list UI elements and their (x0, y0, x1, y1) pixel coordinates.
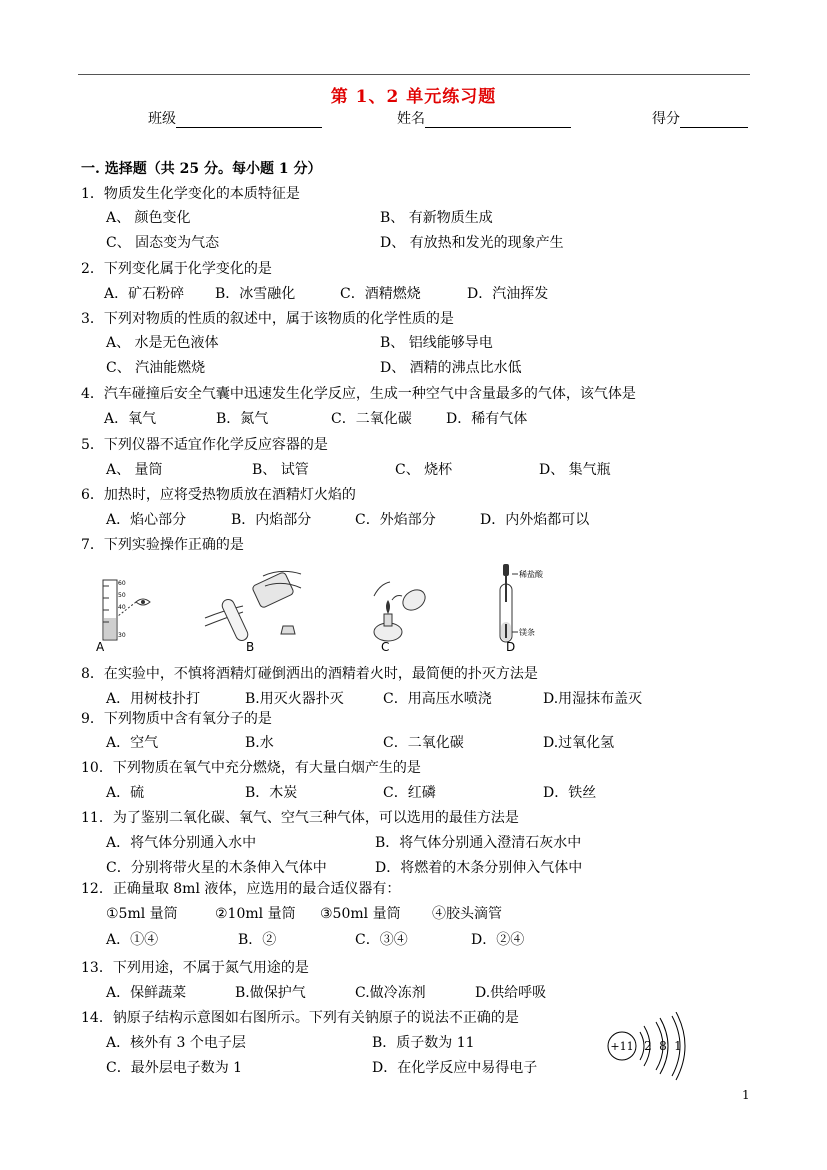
shell-electrons: 8 (659, 1039, 667, 1053)
option: A．核外有 3 个电子层 (106, 1035, 246, 1051)
option: C.做冷冻剂 (355, 985, 426, 1001)
shell-electrons: 1 (674, 1039, 682, 1053)
figure-label: C (381, 640, 390, 654)
name-label: 姓名 (397, 111, 425, 127)
figure-d-dropper (492, 562, 572, 648)
page-number: 1 (742, 1088, 750, 1102)
option: D．稀有气体 (446, 411, 528, 427)
option: A．①④ (106, 932, 159, 948)
option: B、 试管 (252, 462, 309, 478)
option: B．木炭 (245, 785, 298, 801)
option: A．矿石粉碎 (104, 286, 185, 302)
question-stem: 13．下列用途，不属于氮气用途的是 (81, 960, 309, 976)
scale-label: 60 (118, 580, 126, 587)
header-rule (78, 74, 750, 75)
metal-label: 镁条 (519, 628, 535, 637)
option: B．内焰部分 (231, 512, 312, 528)
option: D．内外焰都可以 (480, 512, 590, 528)
option: D．汽油挥发 (467, 286, 549, 302)
option: A．将气体分别通入水中 (106, 835, 257, 851)
sodium-atom-diagram (600, 1012, 692, 1082)
question-stem: 3．下列对物质的性质的叙述中，属于该物质的化学性质的是 (81, 311, 454, 327)
option: B．质子数为 11 (372, 1035, 475, 1051)
option: B.水 (245, 735, 274, 751)
option: C．红磷 (383, 785, 436, 801)
option: D．将燃着的木条分别伸入气体中 (375, 860, 583, 876)
question-stem: 11．为了鉴别二氧化碳、氧气、空气三种气体，可以选用的最佳方法是 (81, 810, 519, 826)
option: C．外焰部分 (355, 512, 436, 528)
option: D.过氧化氢 (543, 735, 615, 751)
question-stem: 1．物质发生化学变化的本质特征是 (81, 186, 300, 202)
option: C．酒精燃烧 (340, 286, 421, 302)
question-stem: 12．正确量取 8ml 液体，应选用的最合适仪器有： (81, 881, 401, 897)
figure-label: D (506, 640, 516, 654)
option: D、 有放热和发光的现象产生 (380, 235, 564, 251)
option: A．用树枝扑打 (106, 691, 201, 707)
scale-label: 40 (118, 604, 126, 611)
question-stem: 10．下列物质在氧气中充分燃烧，有大量白烟产生的是 (81, 760, 421, 776)
option: B、 铝线能够导电 (380, 335, 493, 351)
option: C、 固态变为气态 (106, 235, 220, 251)
option: A．焰心部分 (106, 512, 187, 528)
option: D.用湿抹布盖灭 (543, 691, 643, 707)
figure-a-cylinder (96, 576, 156, 646)
shell-electrons: 2 (644, 1039, 652, 1053)
name-field (397, 108, 571, 128)
option: D、 酒精的沸点比水低 (380, 360, 522, 376)
option: B.用灭火器扑灭 (245, 691, 344, 707)
option: D．②④ (471, 932, 525, 948)
option: B.做保护气 (235, 985, 306, 1001)
name-blank[interactable] (425, 111, 571, 128)
item: ①5ml 量筒 (106, 906, 178, 922)
page-title: 第 1、2 单元练习题 (330, 87, 497, 107)
figure-label: A (96, 640, 105, 654)
question-stem: 7．下列实验操作正确的是 (81, 537, 244, 553)
option: A、 水是无色液体 (106, 335, 219, 351)
question-stem: 4．汽车碰撞后安全气囊中迅速发生化学反应，生成一种空气中含量最多的气体，该气体是 (81, 386, 636, 402)
question-stem: 6．加热时，应将受热物质放在酒精灯火焰的 (81, 487, 356, 503)
option: C．用高压水喷浇 (383, 691, 492, 707)
item: ②10ml 量筒 (215, 906, 296, 922)
option: C．最外层电子数为 1 (106, 1060, 243, 1076)
scale-label: 50 (118, 592, 126, 599)
option: B．② (238, 932, 277, 948)
option: D、 集气瓶 (539, 462, 611, 478)
option: C、 汽油能燃烧 (106, 360, 206, 376)
option: A、 量筒 (106, 462, 163, 478)
option: C．二氧化碳 (331, 411, 412, 427)
option: C．③④ (355, 932, 408, 948)
option: A．氧气 (104, 411, 157, 427)
question-stem: 14．钠原子结构示意图如右图所示。下列有关钠原子的说法不正确的是 (81, 1010, 519, 1026)
question-stem: 2．下列变化属于化学变化的是 (81, 261, 272, 277)
option: C．分别将带火星的木条伸入气体中 (106, 860, 327, 876)
acid-label: 稀盐酸 (519, 570, 543, 579)
nucleus-charge: +11 (610, 1040, 634, 1053)
score-blank[interactable] (680, 111, 748, 128)
figure-c-alcohol-lamp (364, 576, 429, 646)
section-heading: 一. 选择题（共 25 分。每小题 1 分） (81, 161, 322, 177)
option: D.供给呼吸 (475, 985, 547, 1001)
figure-b-pouring (203, 568, 308, 646)
question-stem: 9．下列物质中含有氧分子的是 (81, 711, 272, 727)
option: A．空气 (106, 735, 159, 751)
option: D．铁丝 (543, 785, 597, 801)
option: D．在化学反应中易得电子 (372, 1060, 538, 1076)
class-blank[interactable] (176, 111, 322, 128)
option: C．二氧化碳 (383, 735, 464, 751)
figure-label: B (246, 640, 255, 654)
option: B．将气体分别通入澄清石灰水中 (375, 835, 582, 851)
item: ③50ml 量筒 (320, 906, 401, 922)
option: A．保鲜蔬菜 (106, 985, 187, 1001)
class-label: 班级 (148, 111, 176, 127)
option: B、 有新物质生成 (380, 210, 493, 226)
scale-label: 30 (118, 632, 126, 639)
option: A．硫 (106, 785, 145, 801)
score-field (652, 108, 748, 128)
question-stem: 5．下列仪器不适宜作化学反应容器的是 (81, 437, 328, 453)
item: ④胶头滴管 (432, 906, 502, 922)
option: C、 烧杯 (395, 462, 453, 478)
score-label: 得分 (652, 111, 680, 127)
option: B．氮气 (216, 411, 269, 427)
question-stem: 8．在实验中，不慎将酒精灯碰倒洒出的酒精着火时，最简便的扑灭方法是 (81, 666, 538, 682)
class-field (148, 108, 322, 128)
option: B．冰雪融化 (215, 286, 296, 302)
option: A、 颜色变化 (106, 210, 191, 226)
